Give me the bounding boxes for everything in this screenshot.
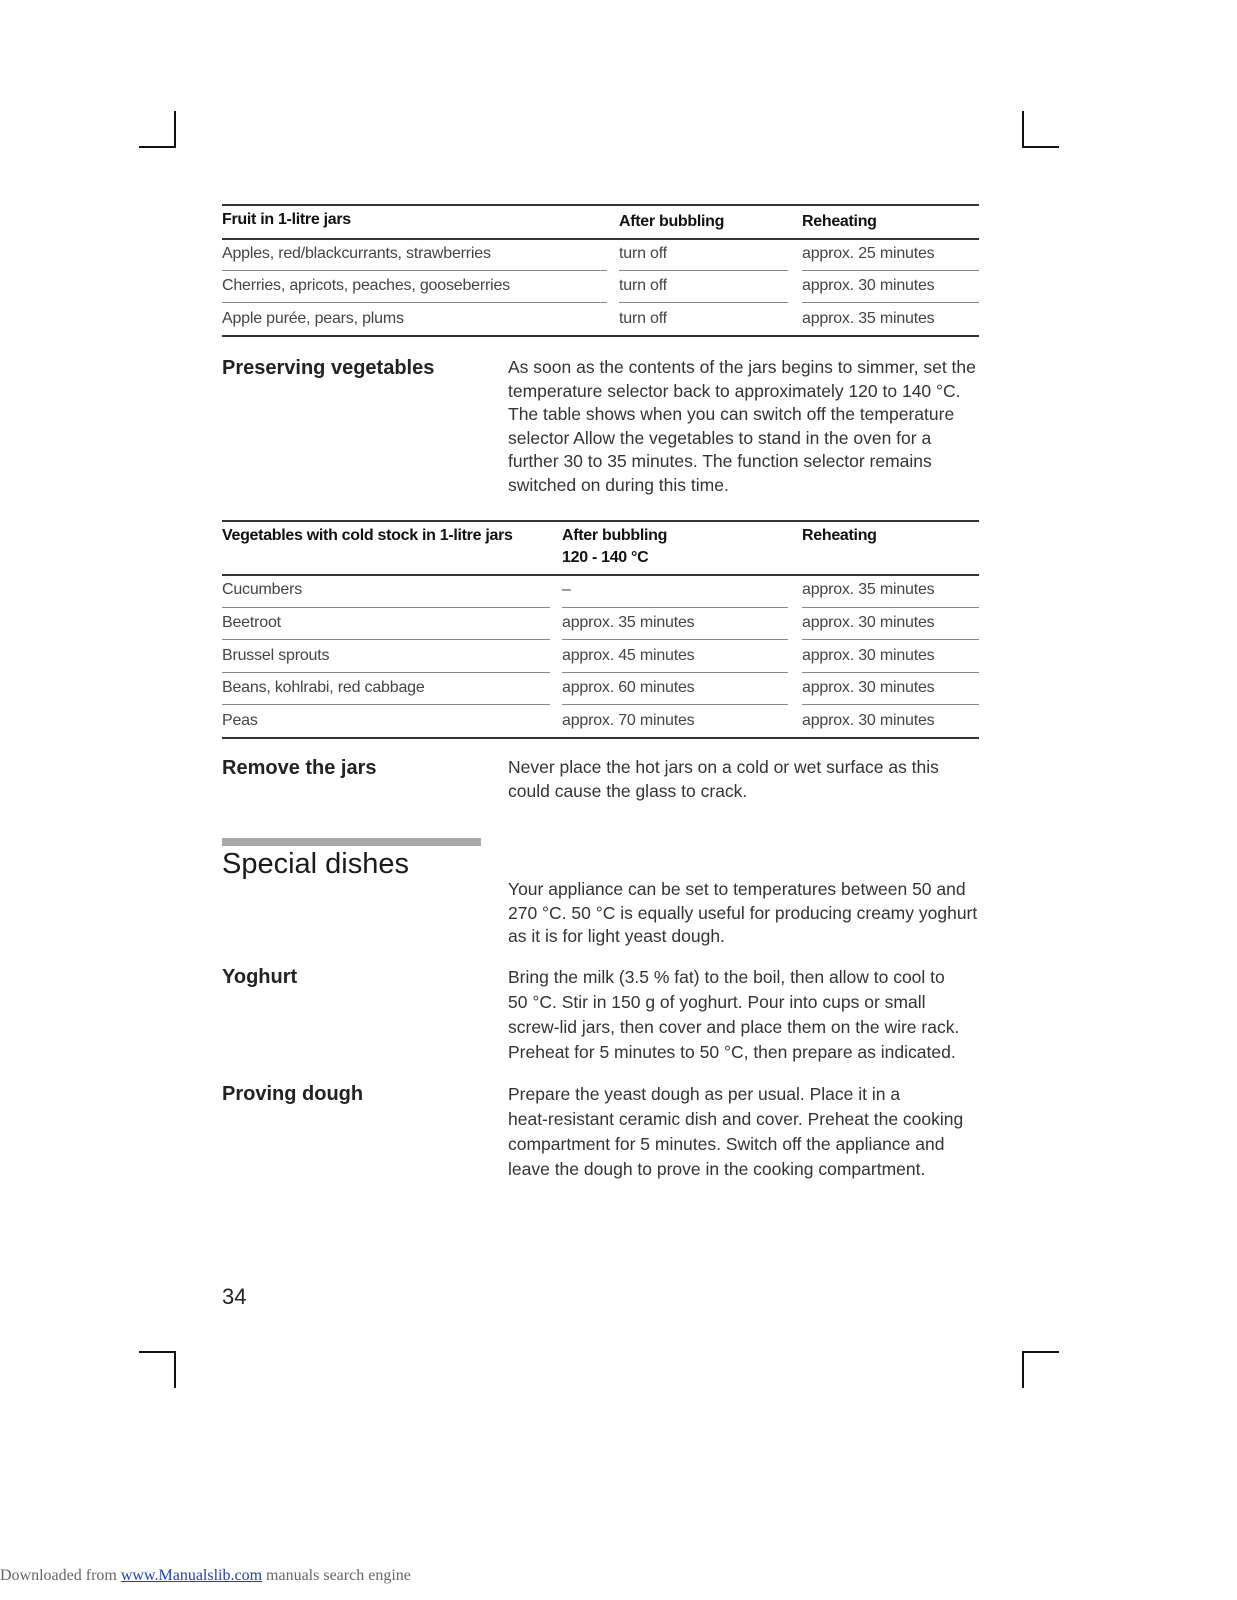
- table-cell: Beetroot: [222, 614, 281, 631]
- page-number: 34: [222, 1284, 247, 1309]
- download-footer: [0, 1567, 411, 1585]
- veg-table-header-2: [562, 525, 667, 569]
- crop-mark-bottom-left: [139, 1351, 176, 1353]
- table-cell: approx. 30 minutes: [802, 679, 935, 696]
- text-line: leave the dough to prove in the cooking compartment.: [508, 1159, 926, 1179]
- text-line: Prepare the yeast dough as per usual. Place it in a: [508, 1084, 901, 1104]
- manualslib-link[interactable]: www.Manualslib.com: [120, 1567, 263, 1584]
- text-line: 50 °C. Stir in 150 g of yoghurt. Pour into cups or small: [508, 992, 926, 1012]
- text-line: as it is for light yeast dough.: [508, 926, 725, 946]
- text-line: screw-lid jars, then cover and place them on the wire rack.: [508, 1017, 960, 1037]
- table-cell: turn off: [619, 245, 667, 262]
- veg-table-header-3: Reheating: [802, 527, 877, 544]
- footer-prefix: Downloaded from: [0, 1567, 121, 1584]
- yoghurt-text: [508, 965, 978, 1065]
- table-cell: Brussel sprouts: [222, 647, 330, 664]
- crop-mark-top-right: [1022, 146, 1059, 148]
- table-cell: approx. 45 minutes: [562, 647, 695, 664]
- table-cell: approx. 60 minutes: [562, 679, 695, 696]
- table-cell: approx. 30 minutes: [802, 712, 935, 729]
- veg-table-header-1: Vegetables with cold stock in 1-litre jars: [222, 527, 513, 544]
- footer-suffix: manuals search engine: [262, 1567, 411, 1584]
- table-cell: approx. 35 minutes: [562, 614, 695, 631]
- remove-jars-text: [508, 756, 978, 803]
- text-line: selector Allow the vegetables to stand in the oven for a: [508, 427, 932, 448]
- preserving-heading: Preserving vegetables: [222, 357, 435, 379]
- text-line: Bring the milk (3.5 % fat) to the boil, then allow to cool to: [508, 967, 945, 987]
- section-title: Special dishes: [222, 848, 409, 880]
- text-line: heat-resistant ceramic dish and cover. Preheat the cooking: [508, 1109, 964, 1129]
- table-cell: Beans, kohlrabi, red cabbage: [222, 679, 425, 696]
- text-line: Preheat for 5 minutes to 50 °C, then prepare as indicated.: [508, 1042, 956, 1062]
- proving-dough-heading: Proving dough: [222, 1083, 364, 1105]
- crop-mark-top-right: [1022, 111, 1024, 148]
- fruit-table: [222, 204, 979, 339]
- vegetables-table: [222, 520, 979, 742]
- section-divider-bar: [222, 838, 481, 846]
- text-line: switched on during this time.: [508, 474, 729, 495]
- table-cell: approx. 30 minutes: [802, 647, 935, 664]
- crop-mark-bottom-right: [1022, 1351, 1024, 1388]
- proving-dough-text: [508, 1082, 978, 1182]
- text-line: As soon as the contents of the jars begins to simmer, set the: [508, 357, 976, 377]
- table-cell: approx. 35 minutes: [802, 310, 935, 327]
- fruit-table-header-2: After bubbling: [619, 213, 725, 230]
- preserving-text: [508, 356, 978, 497]
- table-cell: approx. 25 minutes: [802, 245, 935, 262]
- table-cell: –: [562, 581, 571, 598]
- text-line: 270 °C. 50 °C is equally useful for producing creamy yoghurt: [508, 902, 978, 923]
- table-cell: approx. 35 minutes: [802, 581, 935, 598]
- special-intro-text: [508, 878, 978, 949]
- table-cell: Apples, red/blackcurrants, strawberries: [222, 245, 491, 262]
- text-line: The table shows when you can switch off the temperature: [508, 404, 955, 424]
- text-line: Your appliance can be set to temperatures between 50 and: [508, 879, 966, 899]
- table-cell: Peas: [222, 712, 258, 729]
- table-cell: Cherries, apricots, peaches, gooseberries: [222, 277, 510, 294]
- text-line: could cause the glass to crack.: [508, 780, 748, 801]
- remove-jars-heading: Remove the jars: [222, 757, 377, 779]
- fruit-table-header-3: Reheating: [802, 213, 877, 230]
- table-cell: approx. 70 minutes: [562, 712, 695, 729]
- crop-mark-top-left: [174, 111, 176, 148]
- table-cell: turn off: [619, 277, 667, 294]
- yoghurt-heading: Yoghurt: [222, 966, 298, 988]
- table-cell: Apple purée, pears, plums: [222, 310, 404, 327]
- crop-mark-top-left: [139, 146, 176, 148]
- table-cell: approx. 30 minutes: [802, 277, 935, 294]
- text-line: compartment for 5 minutes. Switch off the appliance and: [508, 1134, 945, 1154]
- text-line: temperature selector back to approximately 120 to 140 °C.: [508, 380, 961, 401]
- table-cell: approx. 30 minutes: [802, 614, 935, 631]
- crop-mark-bottom-left: [174, 1351, 176, 1388]
- header-subline: 120 - 140 °C: [562, 549, 649, 566]
- text-line: Never place the hot jars on a cold or wet surface as this: [508, 757, 939, 777]
- table-cell: turn off: [619, 310, 667, 327]
- table-cell: Cucumbers: [222, 581, 303, 598]
- fruit-table-header-1: Fruit in 1-litre jars: [222, 211, 351, 228]
- text-line: further 30 to 35 minutes. The function selector remains: [508, 451, 932, 471]
- header-line: After bubbling: [562, 527, 668, 544]
- crop-mark-bottom-right: [1022, 1351, 1059, 1353]
